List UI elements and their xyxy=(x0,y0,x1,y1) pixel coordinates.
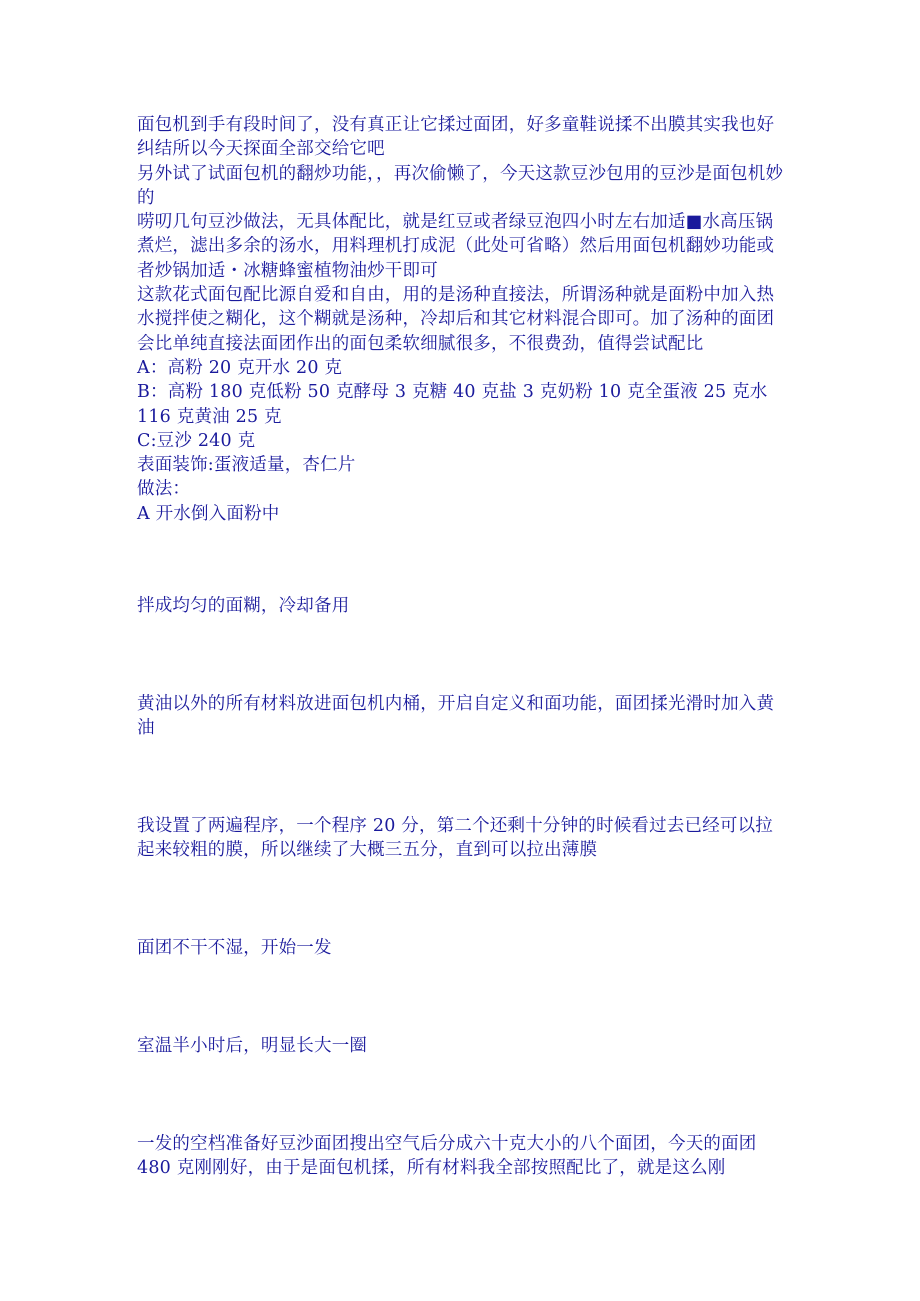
step-5-section xyxy=(137,936,787,960)
ingredient-a: A：高粉 20 克开水 20 克 xyxy=(137,357,343,378)
step-2-section xyxy=(137,594,787,618)
step-2: 拌成均匀的面糊，冷却备用 xyxy=(137,596,350,616)
step-6-section xyxy=(137,1034,787,1058)
step-3-section xyxy=(137,692,787,741)
step-3: 黄油以外的所有材料放进面包机内桶，开启自定义和面功能，面团揉光滑时加入黄油 xyxy=(137,694,775,739)
step-6: 室温半小时后，明显长大一圈 xyxy=(137,1036,368,1056)
step-7: 一发的空档准备好豆沙面团搜出空气后分成六十克大小的八个面团，今天的面团 480 克刚刚好，由于是面包机揉，所有材料我全部按照配比了，就是这么刚 xyxy=(137,1134,757,1179)
decoration-line: 表面装饰:蛋液适量，杏仁片 xyxy=(137,455,356,476)
intro-paragraph-2: 另外试了试面包机的翻炒功能，，再次偷懒了，今天这款豆沙包用的豆沙是面包机妙的 xyxy=(137,163,784,208)
step-1: A 开水倒入面粉中 xyxy=(137,503,280,524)
step-4-section xyxy=(137,814,787,863)
intro-paragraph-1: 面包机到手有段时间了，没有真正让它揉过面团，好多童鞋说揉不出膜其实我也好纠结所以今天探面全部交给它吧 xyxy=(137,115,775,160)
intro-section xyxy=(137,113,787,526)
method-title: 做法： xyxy=(137,479,191,500)
intro-paragraph-4: 这款花式面包配比源自爱和自由，用的是汤种直接法，所谓汤种就是面粉中加入热水搅拌使之糊化，这个糊就是汤种，冷却后和其它材料混合即可。加了汤种的面团会比单纯直接法面团作出的面包柔软细腻很多，不很费劲，值得尝试配比 xyxy=(137,285,775,354)
ingredient-b: B：高粉 180 克低粉 50 克酵母 3 克糖 40 克盐 3 克奶粉 10 克全蛋液 25 克水 116 克黄油 25 克 xyxy=(137,382,768,427)
intro-paragraph-3: 唠叨几句豆沙做法，无具体配比，就是红豆或者绿豆泡四小时左右加适■水高压锅煮烂，滤出多余的汤水，用料理机打成泥（此处可省略）然后用面包机翻妙功能或者炒锅加适・冰糖蜂蜜植物油炒干即可 xyxy=(137,212,775,281)
step-5: 面团不干不湿，开始一发 xyxy=(137,938,332,958)
step-7-section xyxy=(137,1132,787,1181)
step-4: 我设置了两遍程序，一个程序 20 分，第二个还剩十分钟的时候看过去已经可以拉起来较粗的膜，所以继续了大概三五分，直到可以拉出薄膜 xyxy=(137,816,773,861)
ingredient-c: C:豆沙 240 克 xyxy=(137,430,256,451)
